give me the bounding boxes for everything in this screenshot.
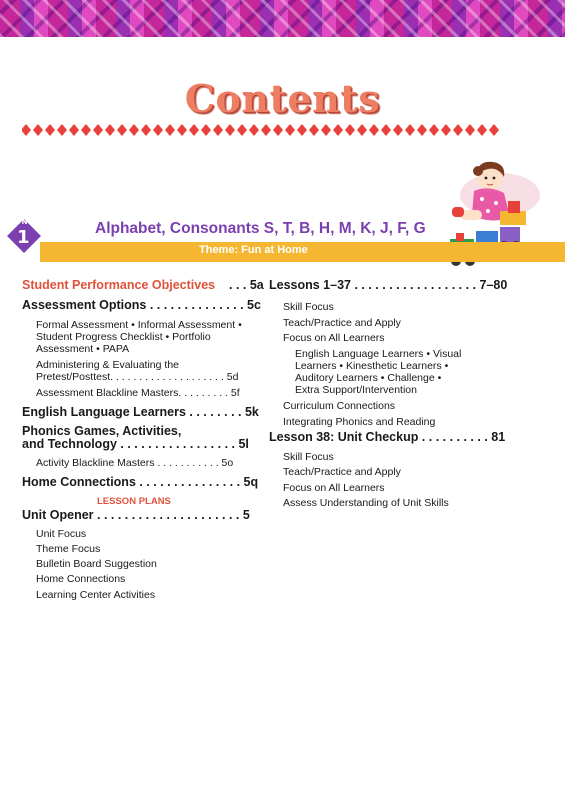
- toc-student-performance-objectives: Student Performance Objectives: [22, 278, 216, 292]
- toc-administering-line2: Pretest/Posttest. . . . . . . . . . . . . . . . . . . . 5d: [36, 371, 239, 383]
- toc-spo-page: . . . 5a: [229, 278, 264, 292]
- plaid-border: [0, 0, 565, 37]
- list-item: Unit Focus: [36, 528, 87, 540]
- toc-lesson-38-unit-checkup: Lesson 38: Unit Checkup . . . . . . . . . . 81: [269, 430, 506, 444]
- page-title: Contents: [184, 76, 381, 121]
- toc-learners-line4: Extra Support/Intervention: [295, 384, 417, 396]
- toc-phonics-line2: and Technology . . . . . . . . . . . . . . . . . 5l: [22, 437, 249, 451]
- unit-badge-label: UNIT: [15, 218, 38, 226]
- list-item: Curriculum Connections: [283, 400, 396, 412]
- toc-activity-blackline-masters: Activity Blackline Masters . . . . . . . . . . . 5o: [36, 457, 234, 469]
- unit-title: Alphabet, Consonants S, T, B, H, M, K, J, F, G: [95, 220, 426, 237]
- list-item: Focus on All Learners: [283, 332, 385, 344]
- toc-learners-line1: English Language Learners • Visual: [295, 348, 462, 360]
- toc-phonics-line1: Phonics Games, Activities,: [22, 424, 182, 438]
- toc-assessment-blackline-masters: Assessment Blackline Masters. . . . . . . . . 5f: [36, 387, 240, 399]
- toc-assessment-items-line3: Assessment • PAPA: [36, 343, 130, 355]
- toc-lessons-1-37: Lessons 1–37 . . . . . . . . . . . . . . . . . . 7–80: [269, 278, 508, 292]
- lesson-plans-heading: LESSON PLANS: [97, 496, 171, 507]
- list-item: Assess Understanding of Unit Skills: [283, 497, 449, 509]
- list-item: Bulletin Board Suggestion: [36, 558, 157, 570]
- list-item: Focus on All Learners: [283, 482, 385, 494]
- toc-learners-line2: Learners • Kinesthetic Learners •: [295, 360, 449, 372]
- toc-english-language-learners: English Language Learners . . . . . . . . 5k: [22, 405, 259, 419]
- list-item: Integrating Phonics and Reading: [283, 416, 436, 428]
- toc-home-connections: Home Connections . . . . . . . . . . . . . . . 5q: [22, 475, 259, 489]
- list-item: Teach/Practice and Apply: [283, 317, 401, 329]
- list-item: Home Connections: [36, 573, 126, 585]
- toc-unit-opener: Unit Opener . . . . . . . . . . . . . . . . . . . . . 5: [22, 508, 250, 522]
- unit-number: 1: [17, 227, 30, 248]
- toc-learners-line3: Auditory Learners • Challenge •: [295, 372, 442, 384]
- list-item: Skill Focus: [283, 301, 334, 313]
- list-item: Teach/Practice and Apply: [283, 466, 401, 478]
- list-item: Learning Center Activities: [36, 589, 156, 601]
- toc-assessment-items-line2: Student Progress Checklist • Portfolio: [36, 331, 211, 343]
- toc-assessment-options: Assessment Options . . . . . . . . . . . . . . 5c: [22, 298, 261, 312]
- unit-theme: Theme: Fun at Home: [199, 244, 308, 256]
- list-item: Skill Focus: [283, 451, 334, 463]
- list-item: Theme Focus: [36, 543, 101, 555]
- toc-assessment-items-line1: Formal Assessment • Informal Assessment •: [36, 319, 242, 331]
- diamond-divider: [22, 123, 502, 137]
- toc-administering-line1: Administering & Evaluating the: [36, 359, 179, 371]
